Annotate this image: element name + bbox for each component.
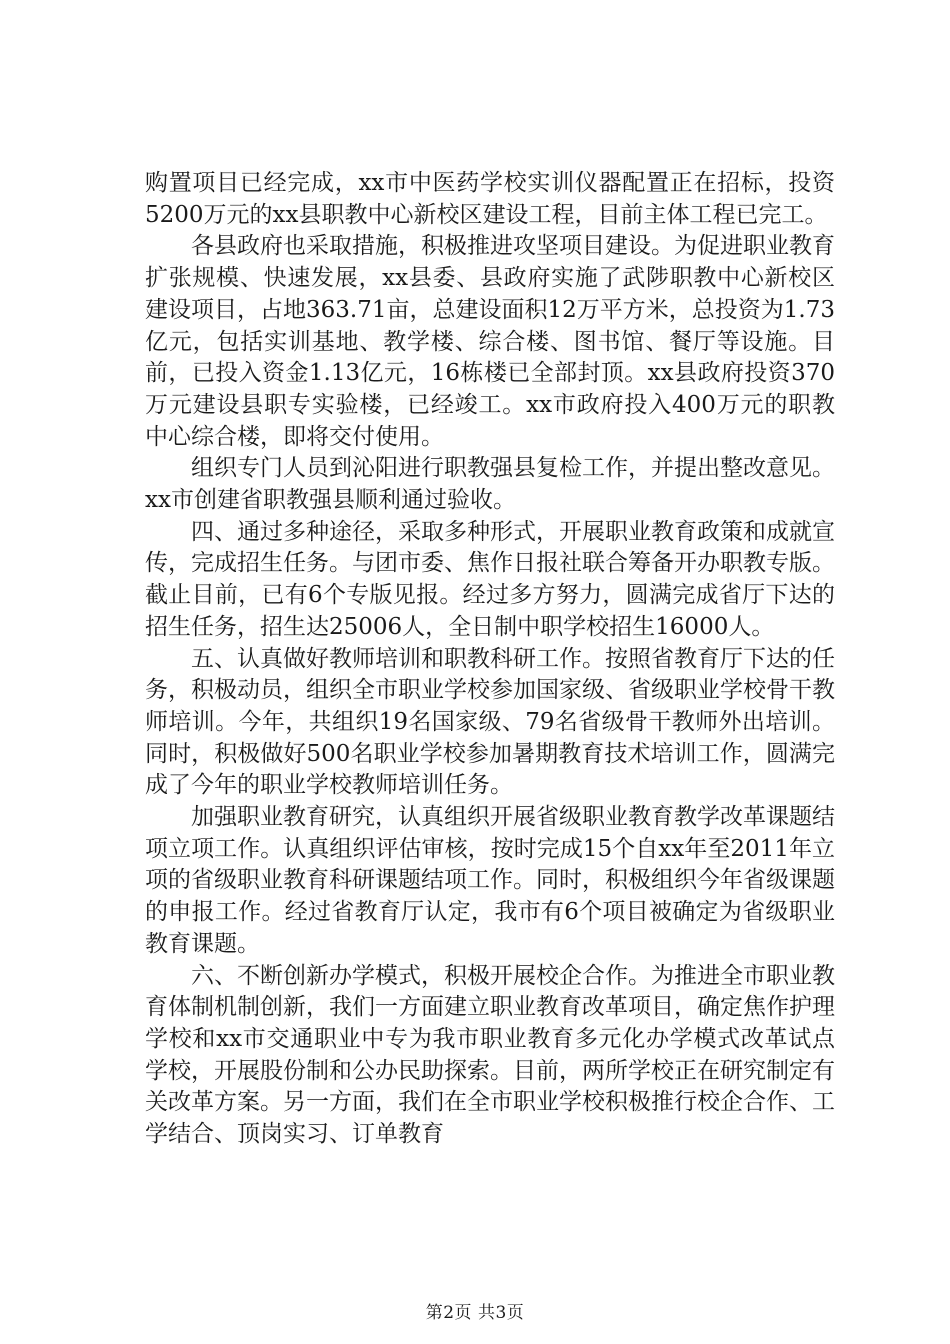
- document-body: [145, 168, 835, 1151]
- paragraph: 六、不断创新办学模式，积极开展校企合作。为推进全市职业教育体制机制创新，我们一方面建立职业教育改革项目，确定焦作护理学校和xx市交通职业中专为我市职业教育多元化办学模式改革试点学校，开展股份制和公办民助探索。目前，两所学校正在研究制定有关改革方案。另一方面，我们在全市职业学校积极推行校企合作、工学结合、顶岗实习、订单教育: [145, 962, 835, 1148]
- paragraph: 组织专门人员到沁阳进行职教强县复检工作，并提出整改意见。xx市创建省职教强县顺利通过验收。: [145, 455, 835, 514]
- paragraph: 购置项目已经完成，xx市中医药学校实训仪器配置正在招标，投资5200万元的xx县职教中心新校区建设工程，目前主体工程已完工。: [145, 170, 835, 228]
- paragraph: 各县政府也采取措施，积极推进攻坚项目建设。为促进职业教育扩张规模、快速发展，xx县委、县政府实施了武陟职教中心新校区建设项目，占地363.71亩，总建设面积12万平方米，总投资为1.73亿元，包括实训基地、教学楼、综合楼、图书馆、餐厅等设施。目前，已投入资金1.13亿元，16栋楼已全部封顶。xx县政府投资370万元建设县职专实验楼，已经竣工。xx市政府投入400万元的职教中心综合楼，即将交付使用。: [145, 233, 835, 450]
- paragraph: 四、通过多种途径，采取多种形式，开展职业教育政策和成就宣传，完成招生任务。与团市委、焦作日报社联合筹备开办职教专版。截止目前，已有6个专版见报。经过多方努力，圆满完成省厅下达的招生任务，招生达25006人，全日制中职学校招生16000人。: [145, 518, 835, 640]
- page-number-footer: 第2页 共3页: [425, 1303, 525, 1323]
- paragraph: 加强职业教育研究，认真组织开展省级职业教育教学改革课题结项立项工作。认真组织评估审核，按时完成15个自xx年至2011年立项的省级职业教育科研课题结项工作。同时，积极组织今年省级课题的申报工作。经过省教育厅认定，我市有6个项目被确定为省级职业教育课题。: [145, 804, 835, 957]
- paragraph: 五、认真做好教师培训和职教科研工作。按照省教育厅下达的任务，积极动员，组织全市职业学校参加国家级、省级职业学校骨干教师培训。今年，共组织19名国家级、79名省级骨干教师外出培训。同时，积极做好500名职业学校参加暑期教育技术培训工作，圆满完成了今年的职业学校教师培训任务。: [145, 645, 835, 799]
